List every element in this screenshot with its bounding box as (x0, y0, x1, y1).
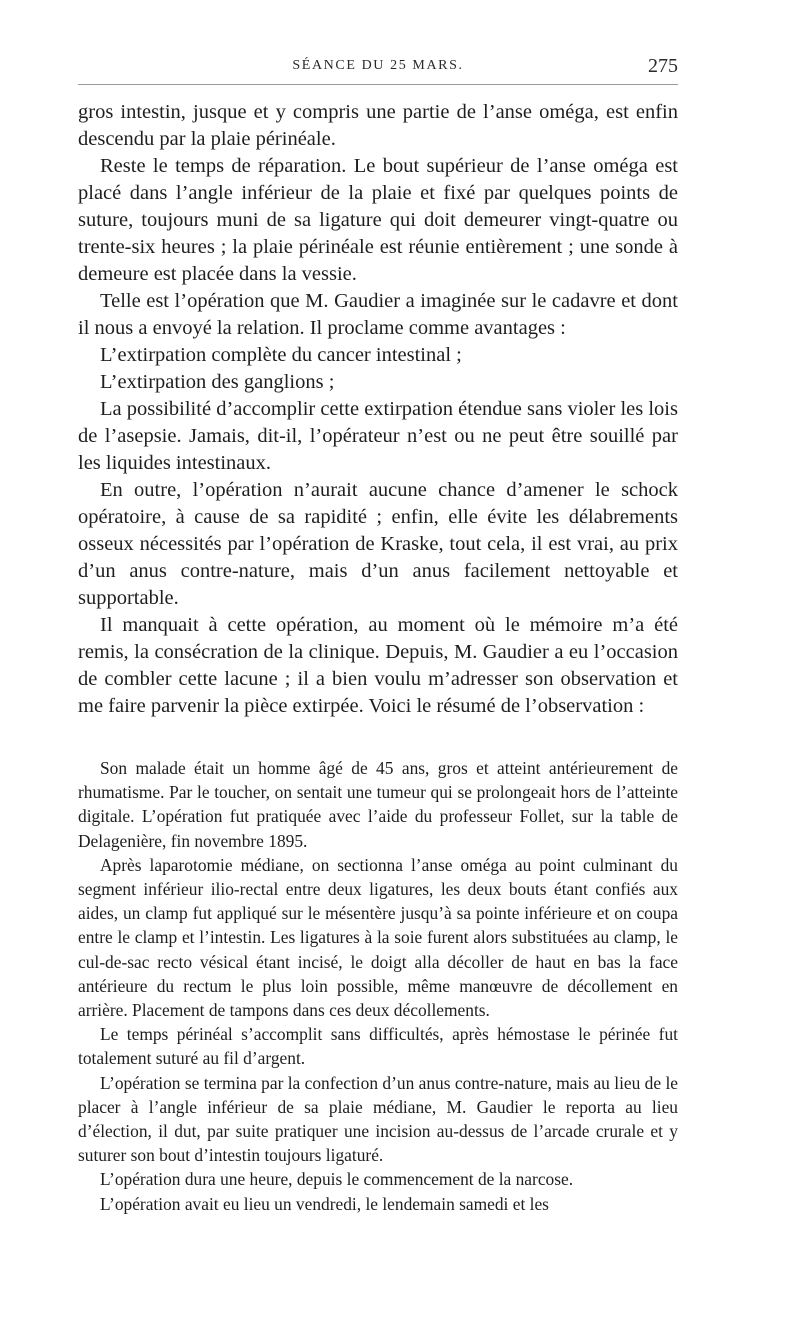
observation-paragraph: L’opération se termina par la confection d’un anus contre-nature, mais au lieu de le placer à l’angle inférieur de sa plaie médiane, M. Gaudier le reporta au lieu d’élection, il dut, par suite pratiquer une incision au-dessus de l’arcade crurale et y suturer son bout d’intestin toujours ligaturé. (78, 1072, 678, 1166)
page-header (78, 55, 678, 85)
paragraph: L’extirpation complète du cancer intestinal ; (100, 344, 462, 366)
paragraph: Il manquait à cette opération, au moment où le mémoire m’a été remis, la consécration de la clinique. Depuis, M. Gaudier a eu l’occasion de combler cette lacune ; il a bien voulu m’adresser son observation et me faire parvenir la pièce extirpée. Voici le résumé de l’observation : (78, 614, 678, 717)
paragraph: En outre, l’opération n’aurait aucune chance d’amener le schock opératoire, à cause de sa rapidité ; enfin, elle évite les délabrements osseux nécessités par l’opération de Kraske, tout cela, il est vrai, au prix d’un anus contre-nature, mais d’un anus facilement nettoyable et supportable. (78, 479, 678, 609)
main-text (78, 99, 678, 720)
observation-text (78, 756, 678, 1216)
paragraph: Reste le temps de réparation. Le bout supérieur de l’anse oméga est placé dans l’angle inférieur de la plaie et fixé par quelques points de suture, toujours muni de sa ligature qui doit demeurer vingt-quatre ou trente-six heures ; la plaie périnéale est réunie entièrement ; une sonde à demeure est placée dans la vessie. (78, 155, 678, 285)
paragraph: Telle est l’opération que M. Gaudier a imaginée sur le cadavre et dont il nous a envoyé la relation. Il proclame comme avantages : (78, 290, 678, 339)
paragraph: gros intestin, jusque et y compris une partie de l’anse oméga, est enfin descendu par la plaie périnéale. (78, 101, 678, 150)
page-number: 275 (648, 55, 678, 77)
paragraph: L’extirpation des ganglions ; (100, 371, 335, 393)
observation-paragraph: Le temps périnéal s’accomplit sans difficultés, après hémostase le périnée fut totalement suturé au fil d’argent. (78, 1024, 678, 1069)
book-page (78, 55, 678, 1216)
observation-paragraph: Son malade était un homme âgé de 45 ans, gros et atteint antérieurement de rhumatisme. Par le toucher, on sentait une tumeur qui se prolongeait hors de l’atteinte digitale. L’opération fut pratiquée avec l’aide du professeur Follet, sur la table de Delagenière, fin novembre 1895. (78, 758, 678, 851)
observation-paragraph: L’opération avait eu lieu un vendredi, le lendemain samedi et les (100, 1193, 549, 1214)
observation-paragraph: Après laparotomie médiane, on sectionna l’anse oméga au point culminant du segment inférieur ilio-rectal entre deux ligatures, les deux bouts étant confiés aux aides, un clamp fut appliqué sur le mésentère jusqu’à sa pointe inférieure et on coupa entre le clamp et l’intestin. Les ligatures à la soie furent alors substituées au clamp, le cul-de-sac recto vésical étant incisé, le doigt alla décoller de haut en bas la face antérieure du rectum le plus loin possible, même manœuvre de décollement en arrière. Placement de tampons dans ces deux décollements. (78, 854, 678, 1021)
observation-paragraph: L’opération dura une heure, depuis le commencement de la narcose. (100, 1169, 574, 1190)
paragraph: La possibilité d’accomplir cette extirpation étendue sans violer les lois de l’asepsie. Jamais, dit-il, l’opérateur n’est ou ne peut être souillé par les liquides intestinaux. (78, 398, 678, 474)
running-head: SÉANCE DU 25 MARS. (292, 58, 464, 73)
